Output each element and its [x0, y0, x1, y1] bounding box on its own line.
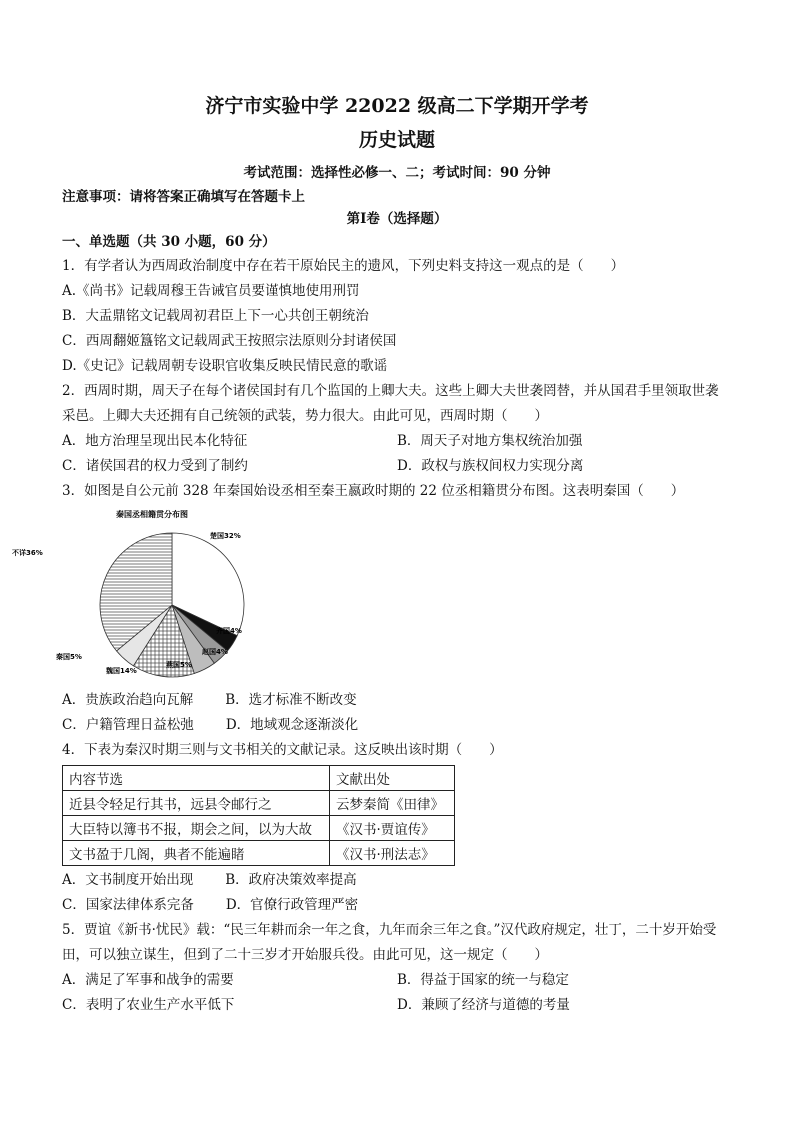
q3-options-row-2	[62, 713, 732, 738]
q4-option-c: C．国家法律体系完备	[62, 897, 194, 913]
table-cell: 《汉书·刑法志》	[330, 841, 455, 866]
q2-option-d: D．政权与族权间权力实现分离	[397, 458, 584, 474]
table-cell: 《汉书·贾谊传》	[330, 816, 455, 841]
pie-label-2: 齐国4%	[216, 627, 242, 635]
question-3	[12, 479, 732, 738]
table-row	[63, 791, 455, 816]
pie-label-5: 魏国14%	[106, 667, 137, 675]
exam-subtitle: 历史试题	[358, 129, 435, 151]
question-4	[62, 738, 732, 918]
pie-chart-title: 秦国丞相籍贯分布图	[116, 510, 188, 519]
volume-heading: 第Ⅰ卷（选择题）	[346, 211, 448, 227]
q2-option-a: A．地方治理呈现出民本化特征	[62, 433, 248, 449]
table-row	[63, 841, 455, 866]
q4-options-row-1	[62, 868, 732, 893]
table-row	[63, 816, 455, 841]
q4-table	[62, 765, 455, 866]
q4-option-b: B．政府决策效率提高	[225, 872, 357, 888]
q3-option-b: B．选才标准不断改变	[225, 692, 357, 708]
q1-option-a: A.《尚书》记载周穆王告诫官员要谨慎地使用刑罚	[62, 283, 360, 299]
pie-chart-svg	[12, 506, 282, 686]
q5-option-b: B．得益于国家的统一与稳定	[397, 972, 569, 988]
pie-label-3: 赵国4%	[202, 648, 228, 656]
pie-label-4: 燕国5%	[166, 661, 192, 669]
q2-option-c: C．诸侯国君的权力受到了制约	[62, 458, 248, 474]
q1-option-b: B．大盂鼎铭文记载周初君臣上下一心共创王朝统治	[62, 308, 369, 324]
pie-chart	[12, 506, 282, 686]
q3-option-d: D．地域观念逐渐淡化	[225, 717, 359, 733]
q5-option-c: C．表明了农业生产水平低下	[62, 997, 235, 1013]
exam-title: 济宁市实验中学 22022 级高二下学期开学考	[205, 95, 589, 117]
q1-option-d: D.《史记》记载周朝专设职官收集反映民情民意的歌谣	[62, 358, 388, 374]
table-cell: 大臣特以簿书不报，期会之间，以为大故	[63, 816, 330, 841]
table-header-content: 内容节选	[63, 766, 330, 791]
section-heading: 一、单选题（共 30 小题，60 分）	[62, 234, 276, 250]
q3-option-c: C．户籍管理日益松弛	[62, 717, 194, 733]
q5-option-d: D．兼顾了经济与道德的考量	[397, 997, 570, 1013]
pie-label-6: 秦国5%	[56, 653, 82, 661]
table-header-source: 文献出处	[330, 766, 455, 791]
q5-options-row-1	[62, 968, 732, 993]
q4-options-row-2	[62, 893, 732, 918]
q4-option-d: D．官僚行政管理严密	[225, 897, 359, 913]
q2-options-row-1	[62, 429, 732, 454]
q2-stem: 2．西周时期，周天子在每个诸侯国封有几个监国的上卿大夫。这些上卿大夫世袭罔替，并从国君手里领取世袭采邑。上卿大夫还拥有自己统领的武装，势力很大。由此可见，西周时期（ ）	[62, 383, 719, 424]
question-2	[62, 379, 732, 479]
table-cell: 云梦秦简《田律》	[330, 791, 455, 816]
q2-option-b: B．周天子对地方集权统治加强	[397, 433, 583, 449]
q4-option-a: A．文书制度开始出现	[62, 872, 194, 888]
table-cell: 文书盈于几阁，典者不能遍睹	[63, 841, 330, 866]
pie-label-1: 楚国32%	[210, 532, 241, 540]
exam-notice: 注意事项：请将答案正确填写在答题卡上	[62, 189, 305, 205]
table-cell: 近县令轻足行其书，远县令邮行之	[63, 791, 330, 816]
q5-options-row-2	[62, 993, 732, 1018]
q5-option-a: A．满足了军事和战争的需要	[62, 972, 234, 988]
pie-label-7: 不详36%	[12, 549, 43, 557]
question-5	[62, 918, 732, 1018]
exam-scope: 考试范围：选择性必修一、二；考试时间：90 分钟	[243, 165, 551, 181]
q2-options-row-2	[62, 454, 732, 479]
q3-stem: 3．如图是自公元前 328 年秦国始设丞相至秦王嬴政时期的 22 位丞相籍贯分布图。这表明秦国（ ）	[62, 483, 685, 499]
q3-option-a: A．贵族政治趋向瓦解	[62, 692, 194, 708]
question-1	[62, 254, 732, 379]
exam-page	[12, 92, 732, 1018]
q3-options-row-1	[62, 688, 732, 713]
table-header-row	[63, 766, 455, 791]
q1-option-c: C．西周翻姬簋铭文记载周武王按照宗法原则分封诸侯国	[62, 333, 397, 349]
q1-stem: 1．有学者认为西周政治制度中存在若干原始民主的遗风，下列史料支持这一观点的是（ ）	[62, 258, 625, 274]
q5-stem: 5．贾谊《新书·忧民》载：“民三年耕而余一年之食，九年而余三年之食。”汉代政府规定，壮丁，二十岁开始受田，可以独立谋生，但到了二十三岁才开始服兵役。由此可见，这一规定（ ）	[62, 922, 717, 963]
q4-stem: 4．下表为秦汉时期三则与文书相关的文献记录。这反映出该时期（ ）	[62, 742, 503, 758]
